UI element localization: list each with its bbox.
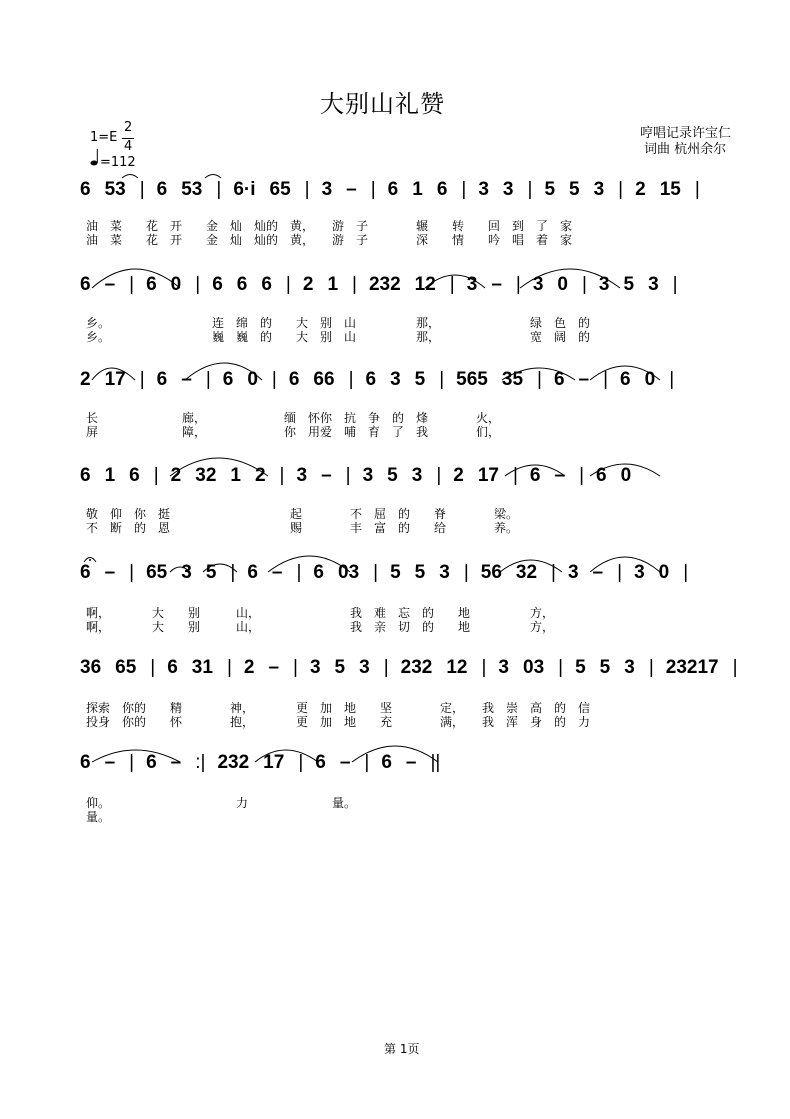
note-group: 565 xyxy=(456,369,488,390)
note-group: 03 xyxy=(523,657,545,678)
note-group: – xyxy=(554,465,566,486)
note-group: 2 xyxy=(302,274,314,295)
key-signature: 1=E xyxy=(90,130,118,145)
note-group: 66 xyxy=(313,369,335,390)
notes-line xyxy=(80,752,452,774)
note-group: 5 xyxy=(334,657,346,678)
note-group: 6 xyxy=(247,562,258,583)
lyric-line-1: 啊， 大 别 山， 我 难 忘 的 地 方， xyxy=(86,606,555,620)
note-group: 232 xyxy=(400,657,433,678)
note-group: 5 xyxy=(205,562,217,583)
note-group: 6 xyxy=(129,465,140,486)
barline: | xyxy=(439,369,445,390)
note-group: 232 xyxy=(217,752,250,773)
notes-line xyxy=(80,179,712,201)
note-group: 3 xyxy=(634,562,645,583)
barline: | xyxy=(732,657,738,678)
note-group: 2 xyxy=(254,465,266,486)
barline: | xyxy=(352,274,357,295)
note-group: 6 xyxy=(80,752,91,773)
barline: || xyxy=(430,752,441,773)
barline: | xyxy=(579,465,584,486)
note-group: 5 xyxy=(623,274,635,295)
barline: | xyxy=(436,465,442,486)
note-group: 35 xyxy=(501,369,524,390)
barline: | xyxy=(683,562,689,583)
lyric-line-2: 屏 障， 你 用爱 哺 育 了 我 们， xyxy=(86,425,501,439)
note-group: 3 xyxy=(411,465,423,486)
note-group: 3 xyxy=(567,562,579,583)
note-group: 3 xyxy=(362,465,374,486)
note-group: 23217 xyxy=(665,657,719,678)
note-group: 3 xyxy=(321,179,333,200)
note-group: 6 xyxy=(553,369,565,390)
note-group: 0 xyxy=(557,274,568,295)
lyric-line-2: 量。 xyxy=(86,810,111,824)
note-group: 3 xyxy=(466,274,478,295)
barline: | xyxy=(617,562,623,583)
barline: | xyxy=(129,562,135,583)
note-group: 3 xyxy=(502,179,514,200)
note-group: 3 xyxy=(498,657,509,678)
note-group: 0 xyxy=(247,369,258,390)
barline: | xyxy=(348,369,354,390)
note-group: 3 xyxy=(309,657,321,678)
notes-line xyxy=(80,369,686,391)
note-group: 6·i xyxy=(233,179,256,200)
note-group: 12 xyxy=(414,274,436,295)
note-group: 3 xyxy=(532,274,544,295)
note-group: 31 xyxy=(191,657,213,678)
note-group: 17 xyxy=(263,752,285,773)
barline: | xyxy=(618,179,624,200)
lyric-line-2: 啊， 大 别 山， 我 亲 切 的 地 方， xyxy=(86,620,555,634)
barline: | xyxy=(279,465,285,486)
note-group: – xyxy=(339,752,351,773)
note-group: 5 xyxy=(569,179,580,200)
note-group: 6 xyxy=(288,369,300,390)
barline: | xyxy=(373,562,379,583)
note-group: 32 xyxy=(515,562,538,583)
note-group: 232 xyxy=(368,274,401,295)
note-group: 17 xyxy=(477,465,499,486)
lyric-line-1: 长 廊， 缅 怀你 抗 争 的 烽 火， xyxy=(86,411,501,425)
lyric-line-2: 不 断 的 恩 赐 丰 富 的 给 养。 xyxy=(86,521,519,535)
quarter-note-icon xyxy=(90,147,100,171)
barline: | xyxy=(345,465,351,486)
note-group: 6 xyxy=(620,369,631,390)
barline: :| xyxy=(195,752,206,773)
note-group: 5 xyxy=(544,179,556,200)
note-group: 2 xyxy=(453,465,464,486)
note-group: 2 xyxy=(80,369,91,390)
note-group: 1 xyxy=(327,274,339,295)
note-group: 6 xyxy=(80,562,91,583)
barline: | xyxy=(694,179,700,200)
note-group: 53 xyxy=(104,179,126,200)
note-group: – xyxy=(104,752,116,773)
note-group: 2 xyxy=(243,657,255,678)
staff-system-2 xyxy=(80,270,720,344)
page-footer: 第 1页 xyxy=(384,1042,420,1056)
lyric-line-2: 乡。 巍 巍 的 大 别 山 那， 宽 阔 的 xyxy=(86,330,591,344)
note-group: – xyxy=(181,369,192,390)
staff-system-6 xyxy=(80,653,738,729)
notes-line xyxy=(80,657,750,679)
staff-system-3 xyxy=(80,365,720,439)
barline: | xyxy=(512,465,518,486)
note-group: – xyxy=(321,465,332,486)
credit-line-recorder: 哼唱记录许宝仁 xyxy=(640,126,732,141)
note-group: 6 xyxy=(156,179,168,200)
note-group: 53 xyxy=(181,179,203,200)
barline: | xyxy=(515,274,521,295)
note-group: 5 xyxy=(414,562,426,583)
note-group: 6 xyxy=(381,752,392,773)
note-group: 3 xyxy=(439,562,450,583)
barline: | xyxy=(669,369,675,390)
note-group: 3 xyxy=(390,369,401,390)
note-group: – xyxy=(170,752,182,773)
barline: | xyxy=(558,657,564,678)
note-group: 03 xyxy=(338,562,360,583)
barline: | xyxy=(205,369,211,390)
barline: | xyxy=(285,274,291,295)
lyric-line-1: 油 菜 花 开 金 灿 灿的 黄， 游 子 辗 转 回 到 了 家 xyxy=(86,219,573,233)
note-group: 6 xyxy=(436,179,448,200)
lyric-line-2: 油 菜 花 开 金 灿 灿的 黄， 游 子 深 情 吟 唱 着 家 xyxy=(86,233,573,247)
note-group: 3 xyxy=(624,657,635,678)
note-group: 5 xyxy=(414,369,426,390)
staff-system-1 xyxy=(80,175,720,245)
note-group: 6 xyxy=(212,274,223,295)
note-group: 65 xyxy=(146,562,168,583)
barline: | xyxy=(648,657,654,678)
tempo-marking: =112 xyxy=(100,155,136,170)
barline: | xyxy=(304,179,310,200)
note-group: 6 xyxy=(146,274,157,295)
note-group: 6 xyxy=(80,465,91,486)
note-group: 5 xyxy=(599,657,611,678)
barline: | xyxy=(226,657,232,678)
barline: | xyxy=(449,274,455,295)
song-title: 大别山礼赞 xyxy=(320,90,445,118)
note-group: 17 xyxy=(104,369,126,390)
note-group: 1 xyxy=(104,465,116,486)
time-signature-top: 2 xyxy=(124,120,133,135)
barline: | xyxy=(364,752,370,773)
staff-system-5 xyxy=(80,558,720,634)
barline: | xyxy=(463,562,469,583)
barline: | xyxy=(195,274,201,295)
note-group: – xyxy=(491,274,502,295)
note-group: – xyxy=(271,562,283,583)
note-group: 36 xyxy=(80,657,102,678)
notes-line xyxy=(80,465,645,487)
lyric-line-1: 探索 你的 精 神， 更 加 地 坚 定， 我 崇 高 的 信 xyxy=(86,701,591,715)
barline: | xyxy=(129,752,135,773)
note-group: 6 xyxy=(80,179,91,200)
note-group: 15 xyxy=(659,179,681,200)
barline: | xyxy=(129,274,135,295)
note-group: 6 xyxy=(315,752,326,773)
note-group: 5 xyxy=(387,465,398,486)
note-group: – xyxy=(578,369,590,390)
barline: | xyxy=(293,657,298,678)
note-group: 65 xyxy=(115,657,137,678)
lyric-line-1: 仰。 力 量。 xyxy=(86,796,357,810)
note-group: 6 xyxy=(365,369,377,390)
note-group: – xyxy=(104,274,116,295)
barline: | xyxy=(230,562,236,583)
note-group: 0 xyxy=(658,562,670,583)
time-signature-bottom: 4 xyxy=(124,139,133,154)
barline: | xyxy=(216,179,222,200)
note-group: 1 xyxy=(412,179,423,200)
note-group: – xyxy=(405,752,417,773)
barline: | xyxy=(672,274,678,295)
credits xyxy=(640,126,731,158)
note-group: 6 xyxy=(261,274,272,295)
note-group: 56 xyxy=(480,562,502,583)
note-group: 3 xyxy=(593,179,605,200)
note-group: 6 xyxy=(156,369,168,390)
lyric-line-1: 敬 仰 你 挺 起 不 屈 的 脊 梁。 xyxy=(86,507,519,521)
note-group: 0 xyxy=(170,274,182,295)
barline: | xyxy=(383,657,389,678)
note-group: 0 xyxy=(620,465,632,486)
barline: | xyxy=(551,562,556,583)
note-group: 3 xyxy=(478,179,489,200)
credit-line-composer: 词曲 杭州余尔 xyxy=(644,142,727,157)
note-group: 6 xyxy=(80,274,91,295)
barline: | xyxy=(481,657,487,678)
note-group: 3 xyxy=(598,274,610,295)
note-group: 6 xyxy=(167,657,178,678)
note-group: 6 xyxy=(596,465,607,486)
barline: | xyxy=(139,369,145,390)
note-group: 2 xyxy=(170,465,182,486)
barline: | xyxy=(461,179,467,200)
barline: | xyxy=(271,369,277,390)
note-group: 65 xyxy=(269,179,291,200)
lyric-line-2: 投身 你的 怀 抱， 更 加 地 充 满， 我 浑 身 的 力 xyxy=(86,715,591,729)
barline: | xyxy=(537,369,542,390)
note-group: 6 xyxy=(222,369,234,390)
note-group: – xyxy=(104,562,116,583)
note-group: 6 xyxy=(313,562,324,583)
note-group: 2 xyxy=(635,179,646,200)
note-group: 32 xyxy=(195,465,217,486)
staff-system-4 xyxy=(80,461,720,535)
staff-system-7 xyxy=(80,748,720,824)
barline: | xyxy=(296,562,302,583)
barline: | xyxy=(370,179,376,200)
note-group: 5 xyxy=(575,657,586,678)
note-group: 6 xyxy=(387,179,399,200)
note-group: 3 xyxy=(648,274,659,295)
note-group: 6 xyxy=(146,752,157,773)
lyric-line-1: 乡。 连 绵 的 大 别 山 那， 绿 色 的 xyxy=(86,316,591,330)
note-group: – xyxy=(268,657,280,678)
note-group: 3 xyxy=(359,657,370,678)
note-group: 6 xyxy=(236,274,248,295)
note-group: 12 xyxy=(446,657,468,678)
note-group: 6 xyxy=(529,465,541,486)
note-group: – xyxy=(592,562,604,583)
barline: | xyxy=(603,369,609,390)
note-group: 1 xyxy=(230,465,241,486)
barline: | xyxy=(150,657,156,678)
note-group: – xyxy=(346,179,357,200)
notes-line xyxy=(80,562,700,584)
barline: | xyxy=(298,752,304,773)
notes-line xyxy=(80,274,690,296)
note-group: 3 xyxy=(181,562,192,583)
barline: | xyxy=(527,179,533,200)
note-group: 0 xyxy=(644,369,656,390)
note-group: 3 xyxy=(296,465,308,486)
barline: | xyxy=(581,274,587,295)
note-group: 5 xyxy=(390,562,401,583)
barline: | xyxy=(153,465,159,486)
barline: | xyxy=(139,179,145,200)
